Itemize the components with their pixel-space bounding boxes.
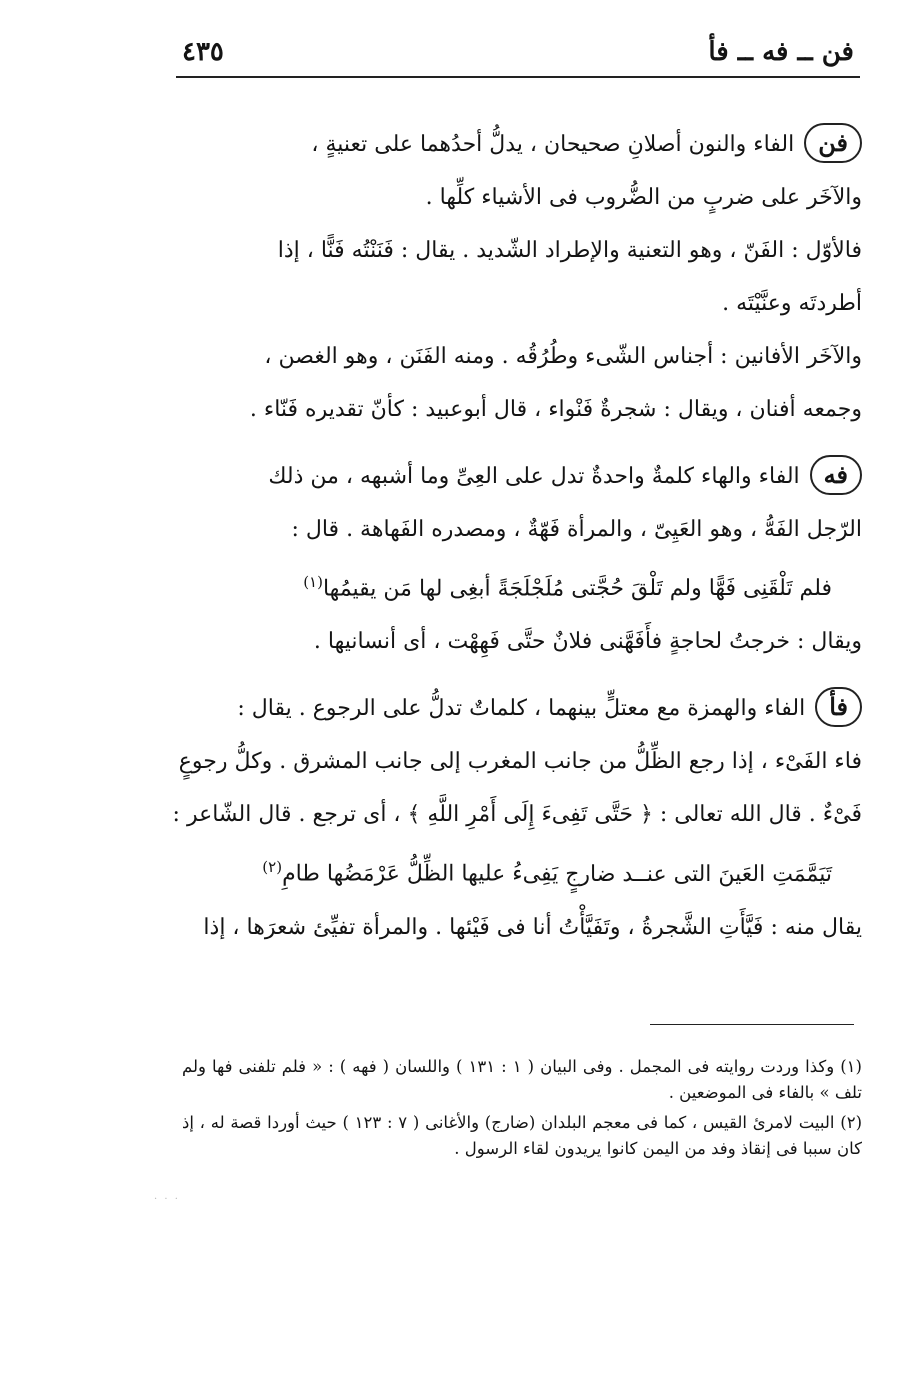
footnote-text: وكذا وردت روايته فى المجمل . وفى البيان ( ١ : ١٣١ ) واللسان ( فهه ) : « فلم تلفنى فها ولم تلف » بالفاء فى الموضعين .: [182, 1057, 862, 1102]
footnote: [182, 1110, 862, 1162]
footnote-rule: [650, 1024, 854, 1025]
footnotes: [182, 1054, 862, 1166]
entry-line: والآخَر على ضربٍ من الضُّروب فى الأشياء كلِّها .: [425, 185, 862, 210]
header-rule: [176, 76, 860, 78]
footnote-ref: (١): [303, 573, 323, 591]
poetry-verse: [182, 841, 862, 900]
footnote-text: البيت لامرئ القيس ، كما فى معجم البلدان (ضارج) والأغانى ( ٧ : ١٢٣ ) حيث أوردا قصة له ، إذ كان سببا فى إنقاذ وفد من اليمن كانوا يريدون لقاء الرسول .: [182, 1113, 862, 1158]
verse-hemistich: مُلَجْلَجَةً أبغِى لها مَن يقيمُها$^{(١)}$: [303, 573, 565, 602]
entry-line: فنالفاء والنون أصلانِ صحيحان ، يدلُّ أحدُهما على تعنيةٍ ،: [182, 118, 862, 171]
dictionary-body: [172, 118, 862, 966]
headword-badge: فأ: [815, 687, 862, 727]
entry-fann: [182, 118, 862, 436]
entry-line: فأالفاء والهمزة مع معتلٍّ بينهما ، كلماتٌ تدلُّ على الرجوع . يقال :: [182, 682, 862, 735]
verse-hemistich: تَيَمَّمَتِ العَينَ التى عنــد ضارجٍ: [565, 861, 832, 887]
footnote-number: (١): [840, 1057, 862, 1076]
entry-line: الرّجل الفَهُّ ، وهو العَيِىّ ، والمرأة فَهّةٌ ، ومصدره الفَهاهة . قال :: [291, 517, 862, 542]
running-title: فن ــ فه ــ فأ: [708, 37, 854, 67]
entry-line: وجمعه أفنان ، ويقال : شجرةٌ فَنْواء ، قال أبوعبيد : كأنّ تقديره فَنّاء .: [249, 397, 862, 422]
verse-hemistich: يَفِىءُ عليها الظِّلُّ عَرْمَضُها طامِ$^{(٢)}$: [262, 858, 559, 887]
headword-badge: فن: [804, 123, 862, 163]
entry-line: فهالفاء والهاء كلمةٌ واحدةٌ تدل على العِىِّ وما أشبهه ، من ذلك: [182, 450, 862, 503]
entry-fahh: [182, 450, 862, 668]
headword-badge: فه: [810, 455, 862, 495]
entry-line: أطردتَه وعنَّيْتَه .: [722, 291, 862, 316]
footnote: [182, 1054, 862, 1106]
scan-mark: · · ·: [154, 1194, 180, 1205]
entry-line: فَىْءٌ . قال الله تعالى : ﴿ حَتَّى تَفِىءَ إِلَى أَمْرِ اللَّهِ ﴾ ، أى ترجع . قال الشّاعر :: [172, 802, 862, 828]
poetry-verse: [182, 556, 862, 615]
footnote-number: (٢): [840, 1113, 862, 1132]
entry-line: فالأوّل : الفَنّ ، وهو التعنية والإطراد الشّديد . يقال : فَنَنْتُه فَنًّا ، إذا: [277, 238, 862, 263]
entry-line: يقال منه : فَيَّأَتِ الشَّجرةُ ، وتَفَيَّأْتُ أنا فى فَيْئها . والمرأة تفيِّئ شعرَها ، إذا: [203, 914, 862, 940]
entry-line: والآخَر الأفانين : أجناس الشّىء وطُرُقُه . ومنه الفَنَن ، وهو الغصن ،: [264, 344, 862, 369]
entry-line: فاء الفَىْء ، إذا رجع الظِّلُّ من جانب المغرب إلى جانب المشرق . وكلُّ رجوعٍ: [178, 749, 862, 775]
page-header: [182, 30, 854, 74]
page-number: ٤٣٥: [182, 37, 224, 67]
footnote-ref: (٢): [262, 858, 283, 877]
entry-line: ويقال : خرجتُ لحاجةٍ فأَفَهَّنى فلانٌ حتَّى فَهِهْت ، أى أنسانيها .: [313, 629, 862, 655]
verse-hemistich: فلم تَلْقَنِى فَهًّا ولم تَلْقَ حُجَّتى: [571, 576, 832, 602]
entry-fa: [172, 682, 862, 953]
